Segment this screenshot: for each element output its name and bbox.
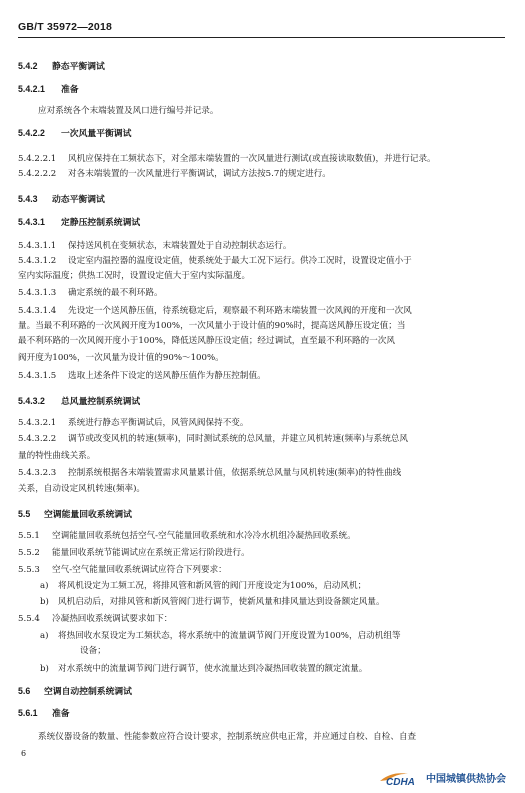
clause-number: 5.4.2.1	[18, 84, 45, 94]
body-line	[18, 597, 385, 608]
clause-text: 阀开度为100%，一次风量为设计值的90%～100%。	[18, 353, 224, 363]
body-line	[18, 451, 95, 462]
clause-number: 5.4.3	[18, 194, 38, 204]
section-heading	[18, 708, 70, 719]
clause-text: 能量回收系统节能调试应在系统正常运行阶段进行。	[52, 548, 250, 558]
body-line	[18, 614, 172, 625]
clause-number: 5.4.3.1.3	[18, 288, 57, 298]
section-heading	[18, 128, 131, 139]
body-line	[18, 468, 401, 479]
section-heading	[18, 686, 132, 697]
clause-text: 保持送风机在变频状态，末端装置处于自动控制状态运行。	[68, 241, 292, 251]
section-heading	[18, 84, 79, 95]
clause-text: 将风机设定为工频工况，将排风管和新风管的阀门开度设定为100%，启动风机；	[58, 581, 367, 591]
clause-text: 选取上述条件下设定的送风静压值作为静压控制值。	[68, 371, 266, 381]
clause-text: 控制系统根据各末端装置需求风量累计值，依据系统总风量与风机转速(频率)的特性曲线	[68, 468, 402, 478]
clause-text: 确定系统的最不利环路。	[68, 288, 163, 298]
clause-number: 5.4.2.2.1	[18, 154, 57, 164]
clause-text: 将热回收水泵设定为工频状态，将水系统中的流量调节阀门开度设置为100%，启动机组等	[58, 631, 401, 641]
clause-number: 5.5.4	[18, 614, 40, 624]
clause-text: 量的特性曲线关系。	[18, 451, 96, 461]
clause-number: a)	[40, 631, 49, 641]
clause-number: 5.5.1	[18, 531, 40, 541]
clause-text: 空调能量回收系统调试	[44, 509, 132, 519]
body-line	[18, 271, 250, 282]
clause-text: 动态平衡调试	[52, 194, 105, 204]
clause-number: 5.5.2	[18, 548, 40, 558]
clause-text: 关系，自动设定风机转速(频率)。	[18, 484, 146, 494]
clause-text: 空气-空气能量回收系统调试应符合下列要求：	[52, 565, 227, 575]
body-line	[18, 321, 405, 332]
body-line	[18, 169, 331, 180]
clause-text: 量。当最不利环路的一次风阀开度为100%，一次风量小于设计值的90%时，提高送风静压设定值；当	[18, 321, 406, 331]
clause-number: 5.6.1	[18, 708, 38, 718]
body-line	[18, 336, 395, 347]
body-line	[18, 418, 248, 429]
body-line	[18, 484, 145, 495]
clause-text: 系统仪器设备的数量、性能参数应符合设计要求，控制系统应供电正常，并应通过自校、自检、自查	[38, 732, 417, 742]
clause-text: 先设定一个送风静压值，待系统稳定后，观察最不利环路末端装置一次风阀的开度和一次风	[68, 306, 412, 316]
svg-text:CDHA: CDHA	[386, 777, 415, 787]
body-line	[18, 732, 416, 743]
clause-text: 风机启动后，对排风管和新风管阀门进行调节，使新风量和排风量达到设备额定风量。	[58, 597, 385, 607]
body-line	[18, 288, 163, 299]
body-line	[18, 531, 356, 542]
clause-number: 5.4.2.2	[18, 128, 45, 138]
section-heading	[18, 396, 140, 407]
clause-number: 5.4.2	[18, 61, 38, 71]
clause-text: 定静压控制系统调试	[61, 217, 141, 227]
clause-number: 5.4.2.2.2	[18, 169, 57, 179]
body-line	[18, 371, 266, 382]
body-line	[18, 565, 227, 576]
body-line	[18, 306, 412, 317]
body-line	[18, 581, 366, 592]
body-line	[18, 664, 367, 675]
body-line	[18, 353, 224, 364]
header-rule	[18, 37, 505, 38]
body-line	[18, 631, 401, 642]
clause-text: 设备；	[80, 646, 106, 656]
body-line	[18, 434, 408, 445]
clause-text: 准备	[52, 708, 70, 718]
clause-text: 准备	[61, 84, 79, 94]
clause-text: 室内实际温度；供热工况时，设置设定值大于室内实际温度。	[18, 271, 251, 281]
clause-number: 5.4.3.1.5	[18, 371, 57, 381]
clause-number: 5.4.3.2	[18, 396, 45, 406]
body-line	[18, 241, 291, 252]
page-number: 6	[21, 749, 27, 758]
cdha-logo-mark	[378, 767, 420, 787]
clause-number: 5.4.3.2.3	[18, 468, 57, 478]
clause-number: b)	[40, 597, 49, 607]
standard-header: GB/T 35972—2018	[18, 21, 113, 33]
clause-text: 总风量控制系统调试	[61, 396, 141, 406]
body-line	[18, 106, 218, 117]
clause-text: 最不利环路的一次风阀开度小于100%，降低送风静压设定值；经过调试，直至最不利环路的一次风	[18, 336, 395, 346]
clause-number: 5.4.3.2.2	[18, 434, 57, 444]
section-heading	[18, 194, 105, 205]
section-heading	[18, 217, 140, 228]
clause-text: 冷凝热回收系统调试要求如下：	[52, 614, 173, 624]
clause-text: 空调自动控制系统调试	[44, 686, 132, 696]
clause-text: 设定室内温控器的温度设定值，使系统处于最大工况下运行。供冷工况时，设置设定值小于	[68, 256, 412, 266]
clause-number: 5.5.3	[18, 565, 40, 575]
clause-text: 系统进行静态平衡调试后，风管风阀保持不变。	[68, 418, 249, 428]
clause-text: 应对系统各个末端装置及风口进行编号并记录。	[38, 106, 219, 116]
clause-number: 5.4.3.1.2	[18, 256, 57, 266]
clause-number: a)	[40, 581, 49, 591]
clause-text: 一次风量平衡调试	[61, 128, 132, 138]
clause-text: 对水系统中的流量调节阀门进行调节，使水流量达到冷凝热回收装置的额定流量。	[58, 664, 368, 674]
clause-number: 5.4.3.2.1	[18, 418, 57, 428]
body-line	[18, 154, 436, 165]
clause-text: 调节或改变风机的转速(频率)，同时测试系统的总风量，并建立风机转速(频率)与系统总风	[68, 434, 408, 444]
clause-text: 对各末端装置的一次风量进行平衡调试，调试方法按5.7的规定进行。	[68, 169, 331, 179]
association-logo	[378, 765, 518, 789]
clause-text: 风机应保持在工频状态下，对全部末端装置的一次风量进行测试(或直接读取数值)，并进行记录。	[68, 154, 436, 164]
association-name: 中国城镇供热协会	[426, 774, 506, 785]
body-line	[18, 256, 412, 267]
clause-number: 5.4.3.1.4	[18, 306, 57, 316]
section-heading	[18, 61, 105, 72]
clause-number: 5.4.3.1.1	[18, 241, 57, 251]
clause-number: b)	[40, 664, 49, 674]
clause-text: 静态平衡调试	[52, 61, 105, 71]
clause-number: 5.4.3.1	[18, 217, 45, 227]
clause-text: 空调能量回收系统包括空气-空气能量回收系统和水冷冷水机组冷凝热回收系统。	[52, 531, 356, 541]
body-line	[18, 646, 106, 657]
body-line	[18, 548, 250, 559]
section-heading	[18, 509, 132, 520]
clause-number: 5.6	[18, 686, 31, 696]
clause-number: 5.5	[18, 509, 31, 519]
